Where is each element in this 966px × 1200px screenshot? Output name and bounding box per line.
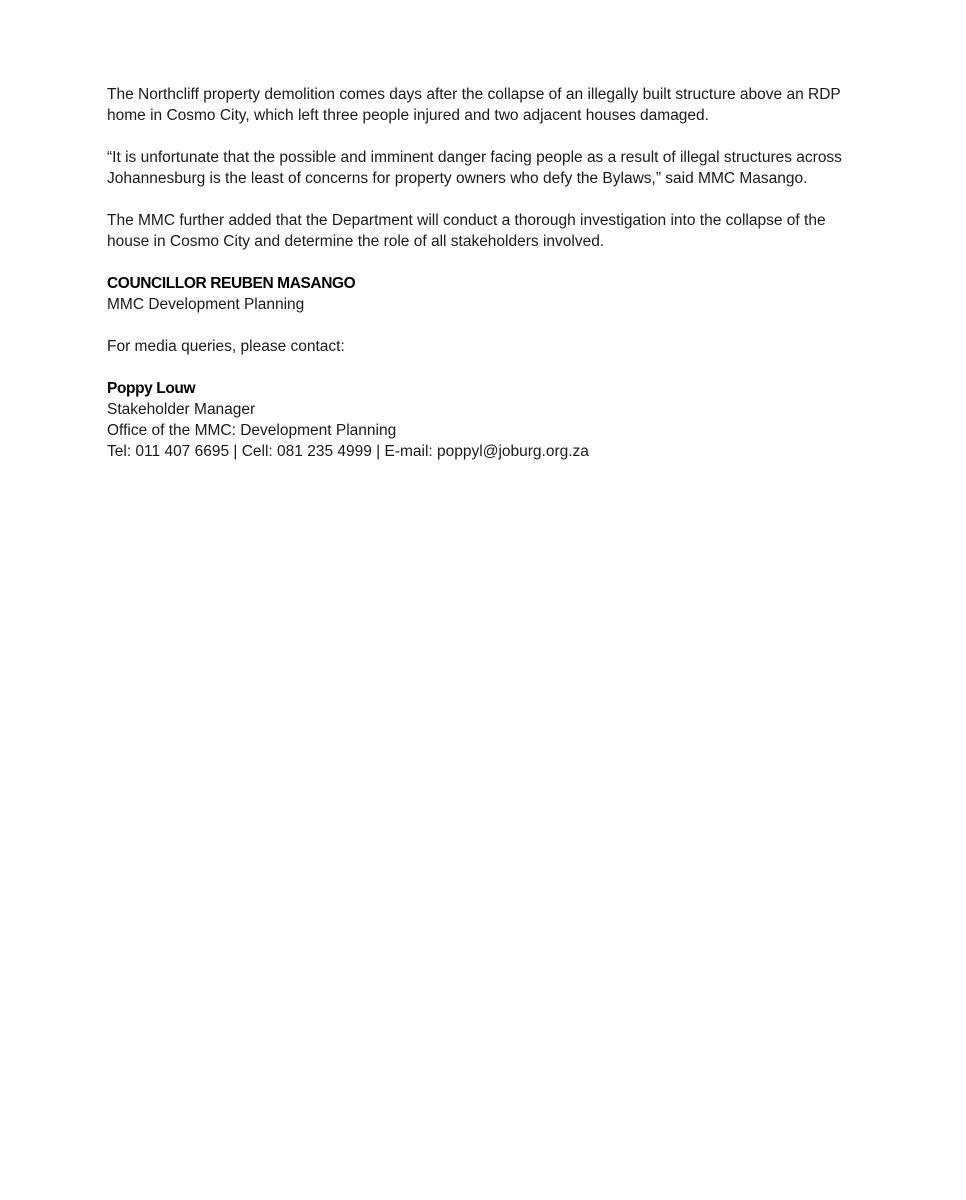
paragraph-line: house in Cosmo City and determine the role of all stakeholders involved.	[107, 233, 605, 250]
paragraph-line: Johannesburg is the least of concerns for property owners who defy the Bylaws,” said MMC Masango.	[107, 170, 808, 187]
paragraph-line: The Northcliff property demolition comes days after the collapse of an illegally built structure above an RDP	[107, 86, 841, 103]
signatory-name: COUNCILLOR REUBEN MASANGO	[107, 275, 356, 292]
contact-office: Office of the MMC: Development Planning	[107, 422, 397, 439]
signatory-title: MMC Development Planning	[107, 296, 305, 313]
contact-details: Tel: 011 407 6695 | Cell: 081 235 4999 | E-mail: poppyl@joburg.org.za	[107, 443, 589, 460]
contact-name: Poppy Louw	[107, 380, 196, 397]
media-queries-line	[107, 336, 877, 357]
paragraph-quote	[107, 147, 877, 189]
contact-block	[107, 378, 877, 462]
paragraph-line: The MMC further added that the Department will conduct a thorough investigation into the collapse of the	[107, 212, 826, 229]
signatory-block	[107, 273, 877, 315]
press-release-page	[107, 84, 877, 483]
paragraph-investigation	[107, 210, 877, 252]
paragraph-demolition	[107, 84, 877, 126]
media-queries-text: For media queries, please contact:	[107, 338, 345, 355]
paragraph-line: “It is unfortunate that the possible and imminent danger facing people as a result of illegal structures across	[107, 149, 842, 166]
contact-role: Stakeholder Manager	[107, 401, 256, 418]
paragraph-line: home in Cosmo City, which left three people injured and two adjacent houses damaged.	[107, 107, 709, 124]
